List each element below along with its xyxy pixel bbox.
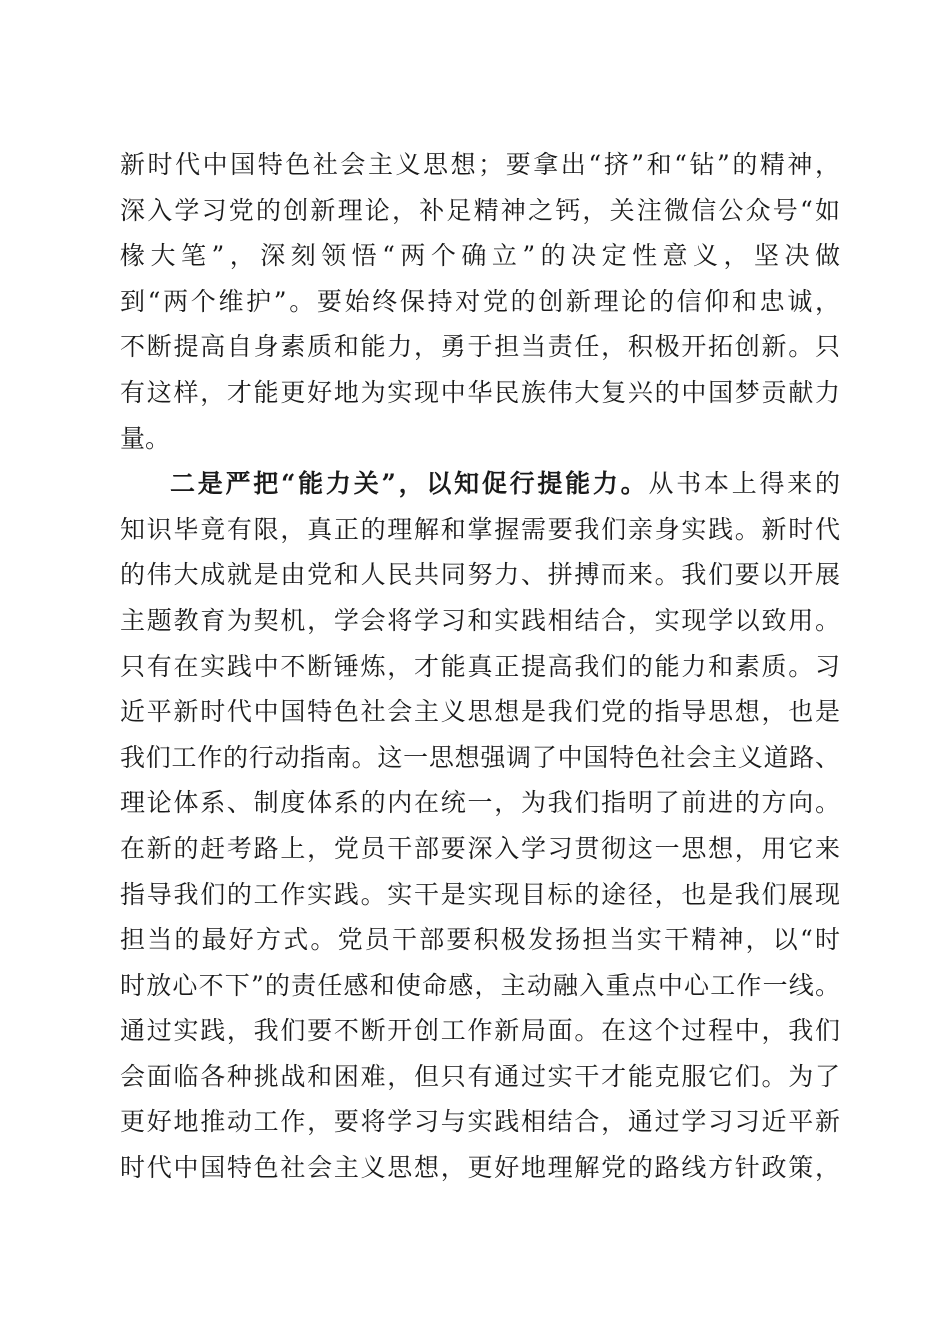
text-line: 通过实践，我们要不断开创工作新局面。在这个过程中，我们 <box>120 1016 840 1046</box>
text-line: 主题教育为契机，学会将学习和实践相结合，实现学以致用。 <box>120 605 840 635</box>
text-line: 更好地推动工作，要将学习与实践相结合，通过学习习近平新 <box>120 1107 840 1137</box>
text-line: 近平新时代中国特色社会主义思想是我们党的指导思想，也是 <box>120 697 840 727</box>
text-line: 新时代中国特色社会主义思想；要拿出“挤”和“钻”的精神， <box>120 150 840 179</box>
text-line: 的伟大成就是由党和人民共同努力、拼搏而来。我们要以开展 <box>120 560 840 590</box>
text-line: 椽大笔”，深刻领悟“两个确立”的决定性意义，坚决做 <box>120 241 840 271</box>
paragraph-2 <box>120 461 840 1191</box>
text-line: 会面临各种挑战和困难，但只有通过实干才能克服它们。为了 <box>120 1061 840 1091</box>
text-line: 到“两个维护”。要始终保持对党的创新理论的信仰和忠诚， <box>120 286 840 316</box>
text-line: 不断提高自身素质和能力，勇于担当责任，积极开拓创新。只 <box>120 332 840 362</box>
text-line: 有这样，才能更好地为实现中华民族伟大复兴的中国梦贡献力 <box>120 377 840 407</box>
text-line: 只有在实践中不断锤炼，才能真正提高我们的能力和素质。习 <box>120 651 840 681</box>
text-line: 担当的最好方式。党员干部要积极发扬担当实干精神，以“时 <box>120 925 840 955</box>
text-line: 指导我们的工作实践。实干是实现目标的途径，也是我们展现 <box>120 879 840 909</box>
section-text: 从书本上得来的 <box>648 469 840 499</box>
text-line: 我们工作的行动指南。这一思想强调了中国特色社会主义道路、 <box>120 742 840 772</box>
text-line <box>120 461 840 507</box>
section-heading: 二是严把“能力关”，以知促行提能力。 <box>170 469 649 499</box>
text-line: 时放心不下”的责任感和使命感，主动融入重点中心工作一线。 <box>120 970 840 1000</box>
text-line: 在新的赶考路上，党员干部要深入学习贯彻这一思想，用它来 <box>120 833 840 863</box>
paragraph-1 <box>120 142 840 461</box>
text-line: 知识毕竟有限，真正的理解和掌握需要我们亲身实践。新时代 <box>120 514 840 544</box>
text-line: 量。 <box>120 423 171 453</box>
text-line: 理论体系、制度体系的内在统一，为我们指明了前进的方向。 <box>120 788 840 818</box>
body-text <box>120 142 840 1191</box>
text-line: 深入学习党的创新理论，补足精神之钙，关注微信公众号“如 <box>120 195 840 225</box>
text-line: 时代中国特色社会主义思想，更好地理解党的路线方针政策， <box>120 1153 840 1183</box>
